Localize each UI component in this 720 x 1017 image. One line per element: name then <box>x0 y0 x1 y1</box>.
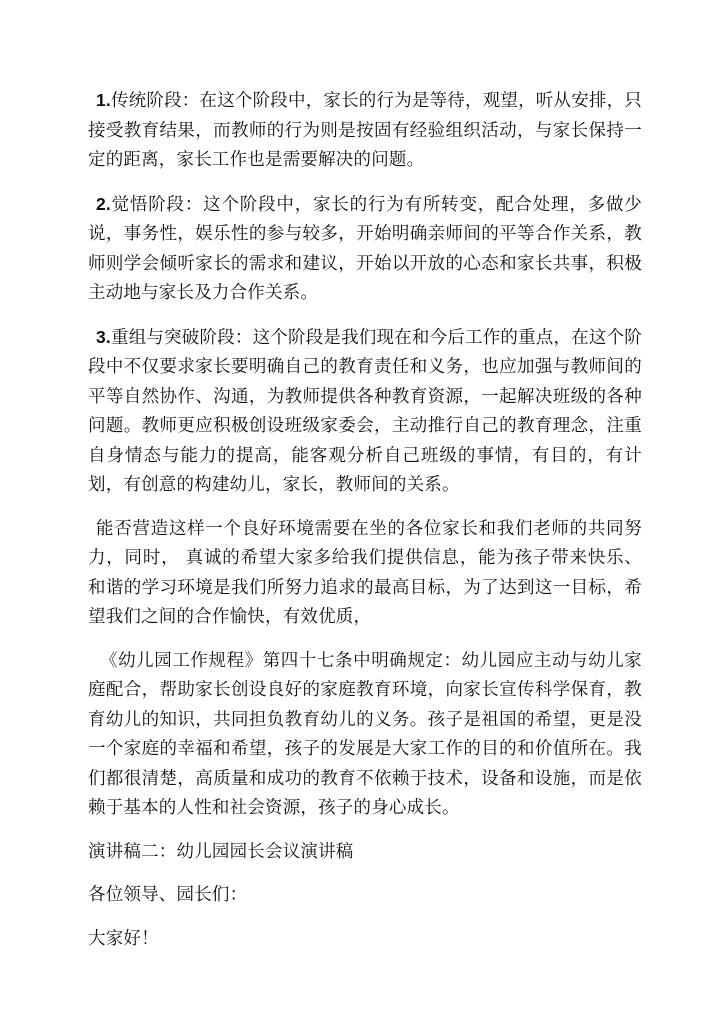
salutation: 各位领导、园长们： <box>88 885 248 905</box>
paragraph-stage-1 <box>88 86 642 176</box>
paragraph-stage-3 <box>88 323 642 501</box>
speech-title: 演讲稿二：幼儿园园长会议演讲稿 <box>88 841 354 862</box>
greeting: 大家好！ <box>88 928 159 949</box>
paragraph-text: 重组与突破阶段：这个阶段是我们现在和今后工作的重点，在这个阶段中不仅要求家长要明确自己的教育责任和义务，也应加强与教师间的平等自然协作、沟通，为教师提供各种教育资源，一起解决班级的各种问题。教师更应积极创设班级家委会，主动推行自己的教育理念，注重自身情态与能力的提高，能客观分析自己班级的事情，有目的，有计划，有创意的构建幼儿，家长，教师间的关系。 <box>88 327 642 495</box>
stage-number: 3. <box>96 326 111 347</box>
stage-number: 2. <box>96 193 111 214</box>
stage-number: 1. <box>96 90 111 110</box>
paragraph-regulation: 《幼儿园工作规程》第四十七条中明确规定：幼儿园应主动与幼儿家庭配合，帮助家长创设良好的家庭教育环境，向家长宣传科学保育，教育幼儿的知识，共同担负教育幼儿的义务。孩子是祖国的希望，更是没一个家庭的幸福和希望，孩子的发展是大家工作的目的和价值所在。我们都很清楚，高质量和成功的教育不依赖于技术，设备和设施，而是依赖于基本的人性和社会资源，孩子的身心成长。 <box>88 650 642 818</box>
paragraph-stage-2 <box>88 190 642 309</box>
paragraph-environment: 能否营造这样一个良好环境需要在坐的各位家长和我们老师的共同努力，同时， 真诚的希望大家多给我们提供信息，能为孩子带来快乐、和谐的学习环境是我们所努力追求的最高目标，为了达到这一目标，希望我们之间的合作愉快，有效优质， <box>88 518 642 627</box>
paragraph-text: 觉悟阶段：这个阶段中，家长的行为有所转变，配合处理，多做少说，事务性，娱乐性的参与较多，开始明确亲师间的平等合作关系，教师则学会倾听家长的需求和建议，开始以开放的心态和家长共事，积极主动地与家长及力合作关系。 <box>88 194 642 303</box>
paragraph-text: 传统阶段：在这个阶段中，家长的行为是等待，观望，听从安排，只接受教育结果，而教师的行为则是按固有经验组织活动，与家长保持一定的距离，家长工作也是需要解决的问题。 <box>88 91 642 170</box>
